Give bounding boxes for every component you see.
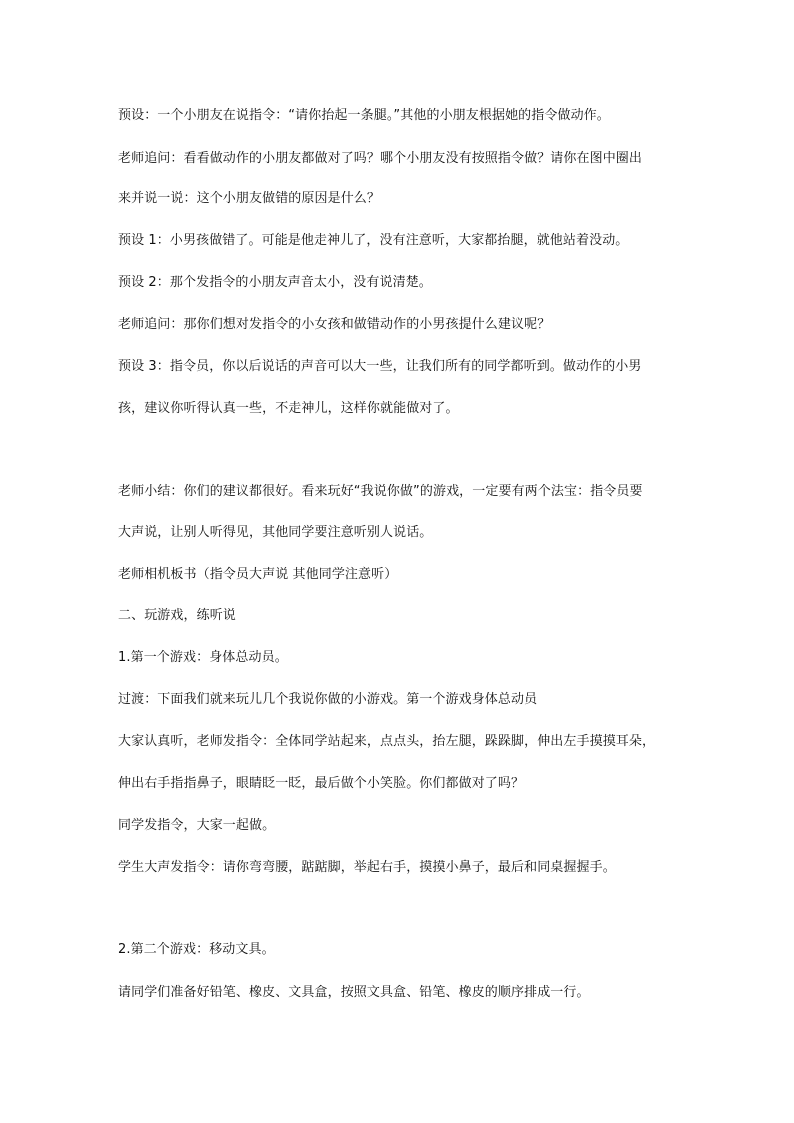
paragraph-line: 老师小结：你们的建议都很好。看来玩好“我说你做”的游戏，一定要有两个法宝：指令员要 (118, 484, 643, 499)
paragraph-line: 预设：一个小朋友在说指令：“请你抬起一条腿。”其他的小朋友根据她的指令做动作。 (118, 108, 610, 123)
paragraph-line: 来并说一说：这个小朋友做错的原因是什么？ (118, 191, 381, 206)
section-heading: 二、玩游戏，练听说 (118, 608, 236, 623)
paragraph-line: 预设 2：那个发指令的小朋友声音太小，没有说清楚。 (118, 275, 432, 290)
paragraph-line: 预设 3：指令员，你以后说话的声音可以大一些，让我们所有的同学都听到。做动作的小男 (118, 359, 642, 374)
paragraph-line: 大家认真听，老师发指令：全体同学站起来，点点头，抬左腿，跺跺脚，伸出左手摸摸耳朵， (118, 734, 656, 749)
paragraph-line: 预设 1：小男孩做错了。可能是他走神儿了，没有注意听，大家都抬腿，就他站着没动。 (118, 233, 629, 248)
paragraph-line: 伸出右手指指鼻子，眼睛眨一眨，最后做个小笑脸。你们都做对了吗？ (118, 776, 525, 791)
paragraph-line: 孩，建议你听得认真一些，不走神儿，这样你就能做对了。 (118, 401, 459, 416)
paragraph-line: 请同学们准备好铅笔、橡皮、文具盒，按照文具盒、铅笔、橡皮的顺序排成一行。 (118, 985, 590, 1000)
paragraph-line: 大声说，让别人听得见，其他同学要注意听别人说话。 (118, 525, 433, 540)
paragraph-line: 老师追问：看看做动作的小朋友都做对了吗？哪个小朋友没有按照指令做？请你在图中圈出 (118, 151, 643, 166)
subsection-heading: 2.第二个游戏：移动文具。 (118, 942, 275, 957)
paragraph-line: 学生大声发指令：请你弯弯腰，踮踮脚，举起右手，摸摸小鼻子，最后和同桌握握手。 (118, 860, 616, 875)
paragraph-line: 同学发指令，大家一起做。 (118, 818, 276, 833)
paragraph-line: 过渡：下面我们就来玩儿几个我说你做的小游戏。第一个游戏身体总动员 (118, 692, 538, 707)
subsection-heading: 1.第一个游戏：身体总动员。 (118, 650, 288, 665)
paragraph-line: 老师追问：那你们想对发指令的小女孩和做错动作的小男孩提什么建议呢？ (118, 317, 551, 332)
paragraph-line: 老师相机板书（指令员大声说 其他同学注意听） (118, 567, 398, 582)
